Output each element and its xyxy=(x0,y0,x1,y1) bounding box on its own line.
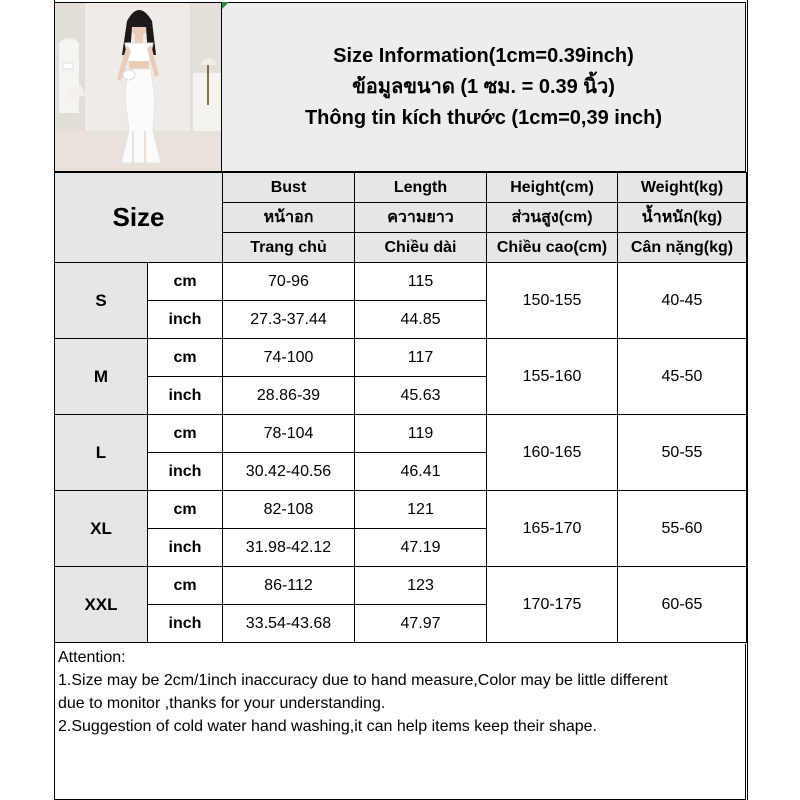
length-inch: 47.19 xyxy=(355,529,487,567)
weight-range: 50-55 xyxy=(618,415,747,491)
height-range: 160-165 xyxy=(487,415,618,491)
bust-inch: 30.42-40.56 xyxy=(223,453,355,491)
size-label: S xyxy=(55,263,148,339)
length-header-vi: Chiều dài xyxy=(355,233,487,263)
note-line: 1.Size may be 2cm/1inch inaccuracy due to hand measure,Color may be little different xyxy=(58,672,668,689)
length-cm: 117 xyxy=(355,339,487,377)
unit-inch: inch xyxy=(148,605,223,643)
unit-inch: inch xyxy=(148,529,223,567)
bust-inch: 27.3-37.44 xyxy=(223,301,355,339)
bust-inch: 31.98-42.12 xyxy=(223,529,355,567)
title-english: Size Information(1cm=0.39inch) xyxy=(333,44,634,67)
weight-range: 60-65 xyxy=(618,567,747,643)
height-header-en: Height(cm) xyxy=(487,173,618,203)
length-cm: 115 xyxy=(355,263,487,301)
length-header-th: ความยาว xyxy=(355,203,487,233)
height-range: 155-160 xyxy=(487,339,618,415)
height-range: 165-170 xyxy=(487,491,618,567)
weight-range: 45-50 xyxy=(618,339,747,415)
size-chart-table xyxy=(54,172,747,643)
unit-inch: inch xyxy=(148,453,223,491)
model-dress-illustration xyxy=(55,3,221,171)
table-row xyxy=(55,491,747,529)
unit-cm: cm xyxy=(148,567,223,605)
bust-inch: 33.54-43.68 xyxy=(223,605,355,643)
title-vietnamese: Thông tin kích thước (1cm=0,39 inch) xyxy=(304,106,663,129)
table-row xyxy=(55,339,747,377)
height-header-th: ส่วนสูง(cm) xyxy=(487,203,618,233)
length-cm: 123 xyxy=(355,567,487,605)
weight-header-en: Weight(kg) xyxy=(618,173,747,203)
weight-header-vi: Cân nặng(kg) xyxy=(618,233,747,263)
length-inch: 47.97 xyxy=(355,605,487,643)
unit-inch: inch xyxy=(148,301,223,339)
table-row xyxy=(55,263,747,301)
attention-heading: Attention: xyxy=(58,649,126,666)
bust-header-th: หน้าอก xyxy=(223,203,355,233)
height-range: 150-155 xyxy=(487,263,618,339)
unit-cm: cm xyxy=(148,491,223,529)
length-header-en: Length xyxy=(355,173,487,203)
bust-cm: 82-108 xyxy=(223,491,355,529)
note-line: 2.Suggestion of cold water hand washing,it can help items keep their shape. xyxy=(58,718,597,735)
attention-notes xyxy=(54,644,746,800)
title-thai: ข้อมูลขนาด (1 ซม. = 0.39 นิ้ว) xyxy=(352,75,615,98)
length-inch: 46.41 xyxy=(355,453,487,491)
table-row xyxy=(55,567,747,605)
height-range: 170-175 xyxy=(487,567,618,643)
height-header-vi: Chiều cao(cm) xyxy=(487,233,618,263)
table-row xyxy=(55,415,747,453)
length-inch: 44.85 xyxy=(355,301,487,339)
size-label: XXL xyxy=(55,567,148,643)
product-photo xyxy=(54,2,222,172)
weight-header-th: น้ำหนัก(kg) xyxy=(618,203,747,233)
unit-cm: cm xyxy=(148,339,223,377)
size-label: L xyxy=(55,415,148,491)
length-cm: 119 xyxy=(355,415,487,453)
bust-header-en: Bust xyxy=(223,173,355,203)
size-column-header: Size xyxy=(55,173,223,263)
bust-inch: 28.86-39 xyxy=(223,377,355,415)
size-label: XL xyxy=(55,491,148,567)
bust-cm: 70-96 xyxy=(223,263,355,301)
unit-cm: cm xyxy=(148,415,223,453)
bust-cm: 78-104 xyxy=(223,415,355,453)
length-cm: 121 xyxy=(355,491,487,529)
bust-cm: 86-112 xyxy=(223,567,355,605)
length-inch: 45.63 xyxy=(355,377,487,415)
bust-header-vi: Trang chủ xyxy=(223,233,355,263)
weight-range: 55-60 xyxy=(618,491,747,567)
unit-inch: inch xyxy=(148,377,223,415)
weight-range: 40-45 xyxy=(618,263,747,339)
note-line: due to monitor ,thanks for your understanding. xyxy=(58,695,386,712)
unit-cm: cm xyxy=(148,263,223,301)
bust-cm: 74-100 xyxy=(223,339,355,377)
corner-mark xyxy=(222,2,229,9)
size-information-header xyxy=(222,2,746,172)
size-label: M xyxy=(55,339,148,415)
